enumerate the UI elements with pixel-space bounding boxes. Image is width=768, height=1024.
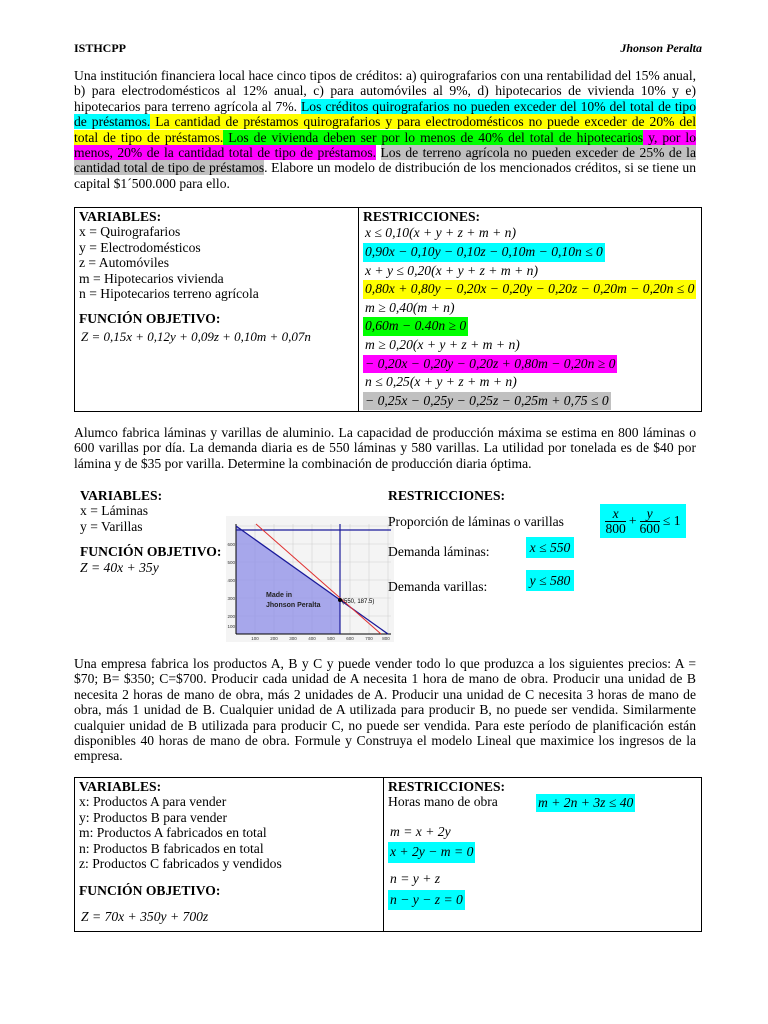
problem2-r3-label: Demanda varillas: (388, 579, 488, 594)
restriction-row: 0,80x + 0,80y − 0,20x − 0,20y − 0,20z − 0,20m − 0,20n ≤ 0 (363, 280, 696, 299)
restrictions-title: RESTRICCIONES: (388, 779, 506, 794)
variable-item: n = Hipotecarios terreno agrícola (79, 286, 259, 302)
variables-title: VARIABLES: (80, 488, 163, 503)
y-tick: 600 (227, 542, 235, 547)
r4-eq: n = y + z (390, 871, 441, 886)
restriction-row: m ≥ 0,40(m + n) (365, 299, 455, 315)
x-tick: 700 (365, 636, 373, 641)
frac-numerator: y (640, 507, 660, 522)
frac-numerator: x (605, 507, 625, 522)
problem1-model-table (74, 207, 702, 412)
objective-title: FUNCIÓN OBJETIVO: (79, 311, 221, 327)
problem1-variables-cell (75, 208, 359, 412)
problem1-text-green: Los de vivienda deben ser por lo menos de 40% del total de hipotecarios (223, 129, 644, 145)
x-tick: 200 (270, 636, 278, 641)
restriction-row: − 0,25x − 0,25y − 0,25z − 0,25m + 0,75 ≤ 0 (363, 392, 611, 411)
problem3-statement: Una empresa fabrica los productos A, B y C y puede vender todo lo que produzca a los siguientes precios: A = $70; B= $350; C=$700. Producir cada unidad de A necesita 1 hora de mano de obra. Producir una unidad de B necesita 2 horas de mano de obra, más 2 unidades de A. Producir una unidad de C necesita 3 horas de mano de obra, más 1 unidad de B. Cualquier unidad de A utilizada para producir B, no puede ser vendida. Similarmente cualquier unidad de B utilizada para producir C, no puede ser vendida. Para este período de planificación están disponibles 40 horas de mano de obra. Formule y Construya el modelo Lineal que maximice los ingresos de la empresa. (74, 656, 696, 764)
variable-item: z = Automóviles (79, 255, 169, 271)
problem2-restrictions-title (388, 488, 505, 503)
restrictions-title: RESTRICCIONES: (388, 488, 506, 503)
variable-item: x: Productos A para vender (79, 794, 227, 810)
variable-item: m: Productos A fabricados en total (79, 825, 267, 841)
variable-item: y = Electrodomésticos (79, 239, 201, 255)
problem3-model-table (74, 777, 702, 932)
r2-eq: m = x + 2y (390, 823, 451, 839)
optimal-point-label: (550, 187.5) (342, 599, 375, 605)
problem2-r2-eq: x ≤ 550 (526, 537, 574, 558)
r3-eq: x + 2y − m = 0 (388, 842, 475, 863)
restriction-row: m ≥ 0,20(x + y + z + m + n) (365, 336, 520, 352)
restriction-row: − 0,20x − 0,20y − 0,20z + 0,80m − 0,20n ≥ 0 (363, 355, 617, 374)
objective-function: Z = 40x + 35y (80, 559, 159, 575)
restriction-row: x ≤ 0,10(x + y + z + m + n) (365, 225, 516, 241)
problem1-statement (74, 68, 696, 191)
problem2-variables (80, 488, 221, 575)
problem1-text-cyan: Los créditos quirografarios no pueden exceder del 10% del total de tipo de préstamos. (74, 98, 697, 130)
x-tick: 300 (289, 636, 297, 641)
restrictions-list (363, 224, 697, 410)
x-tick: 500 (327, 636, 335, 641)
y-tick: 500 (227, 560, 235, 565)
feasible-region-graph (226, 516, 394, 642)
variable-item: m = Hipotecarios vivienda (79, 270, 224, 286)
restriction-row: x + y ≤ 0,20(x + y + z + m + n) (365, 262, 538, 278)
problem1-text-space (376, 145, 380, 160)
problem3-restrictions-cell (384, 778, 702, 932)
fraction-x (605, 507, 625, 536)
restrictions-title: RESTRICCIONES: (363, 209, 481, 224)
problem2-r1-eq: $\frac{x}{800}$ + $\frac{y}{600}$ ≤ 1 (600, 504, 686, 538)
problem1-text-end: . Elabore un modelo de distribución de los mencionados créditos, si se tiene un capital $1´500.000 para ello. (74, 160, 696, 191)
restriction-row: 0,90x − 0,10y − 0,10z − 0,10m − 0,10n ≤ 0 (363, 243, 605, 262)
variable-item: x = Láminas (80, 503, 149, 519)
problem2-r3-eq: y ≤ 580 (526, 570, 574, 591)
variable-item: x = Quirografarios (79, 224, 181, 240)
variable-item: z: Productos C fabricados y vendidos (79, 856, 282, 872)
x-tick: 400 (308, 636, 316, 641)
restriction-row: 0,60m − 0.40n ≥ 0 (363, 317, 468, 336)
x-tick: 800 (382, 636, 390, 641)
x-tick: 100 (251, 636, 259, 641)
r1-eq: m + 2n + 3z ≤ 40 (538, 795, 634, 811)
problem1-text-magenta: y, por lo menos, 20% de la cantidad total de tipo de préstamos. (74, 129, 696, 161)
r1-label: Horas mano de obra (388, 794, 498, 810)
problem3-variables-cell (75, 778, 384, 932)
frac-denominator: 600 (639, 520, 660, 536)
problem1-restrictions-cell (359, 208, 702, 412)
y-tick: 400 (227, 578, 235, 583)
y-tick: 300 (227, 596, 235, 601)
variable-item: y = Varillas (80, 518, 143, 534)
problem2-r2-label: Demanda láminas: (388, 544, 490, 559)
graph-watermark-1: Made in (266, 592, 293, 599)
problem1-text-gray: Los de terreno agrícola no pueden exceder de 25% de la cantidad total de tipo de préstamos (74, 145, 696, 176)
y-tick: 100 (227, 624, 235, 629)
objective-function: Z = 0,15x + 0,12y + 0,09z + 0,10m + 0,07n (81, 328, 311, 344)
restriction-row: n ≤ 0,25(x + y + z + m + n) (365, 374, 517, 390)
objective-function: Z = 70x + 350y + 700z (81, 908, 209, 924)
problem2-r1-label: Proporción de láminas o varillas (388, 514, 564, 529)
frac-tail: ≤ 1 (662, 513, 681, 528)
variables-title: VARIABLES: (79, 209, 162, 224)
objective-title: FUNCIÓN OBJETIVO: (79, 883, 221, 899)
variable-item: n: Productos B fabricados en total (79, 840, 264, 856)
r5-eq: n − y − z = 0 (388, 890, 465, 911)
fraction-y (640, 507, 660, 536)
variable-item: y: Productos B para vender (79, 809, 227, 825)
variables-title: VARIABLES: (79, 779, 162, 794)
problem2-statement: Alumco fabrica láminas y varillas de aluminio. La capacidad de producción máxima se estima en 800 láminas o 600 varillas por día. La demanda diaria es de 550 láminas y 580 varillas. La utilidad por tonelada es de $40 por lámina y de $35 por varilla. Determine la combinación de producción diaria óptima. (74, 425, 696, 471)
y-tick: 200 (227, 614, 235, 619)
objective-title: FUNCIÓN OBJETIVO: (80, 544, 222, 560)
header-author: Jhonson Peralta (620, 41, 702, 55)
x-tick: 600 (346, 636, 354, 641)
problem1-text-yellow: La cantidad de préstamos quirografarios y para electrodomésticos no puede exceder de 20% del total de tipo de préstamos. (74, 114, 697, 145)
frac-denominator: 800 (605, 520, 626, 536)
graph-watermark-2: Jhonson Peralta (266, 602, 321, 609)
header-institution: ISTHCPP (74, 41, 127, 55)
problem1-text-plain: Una institución financiera local hace cinco tipos de créditos: a) quirografarios con una rentabilidad del 15% anual, b) para electrodomésticos al 12% anual, c) para automóviles al 9%, d) hipotecarios de vivienda 10% y e) hipotecarios para terreno agrícola al 7%. (74, 68, 696, 114)
